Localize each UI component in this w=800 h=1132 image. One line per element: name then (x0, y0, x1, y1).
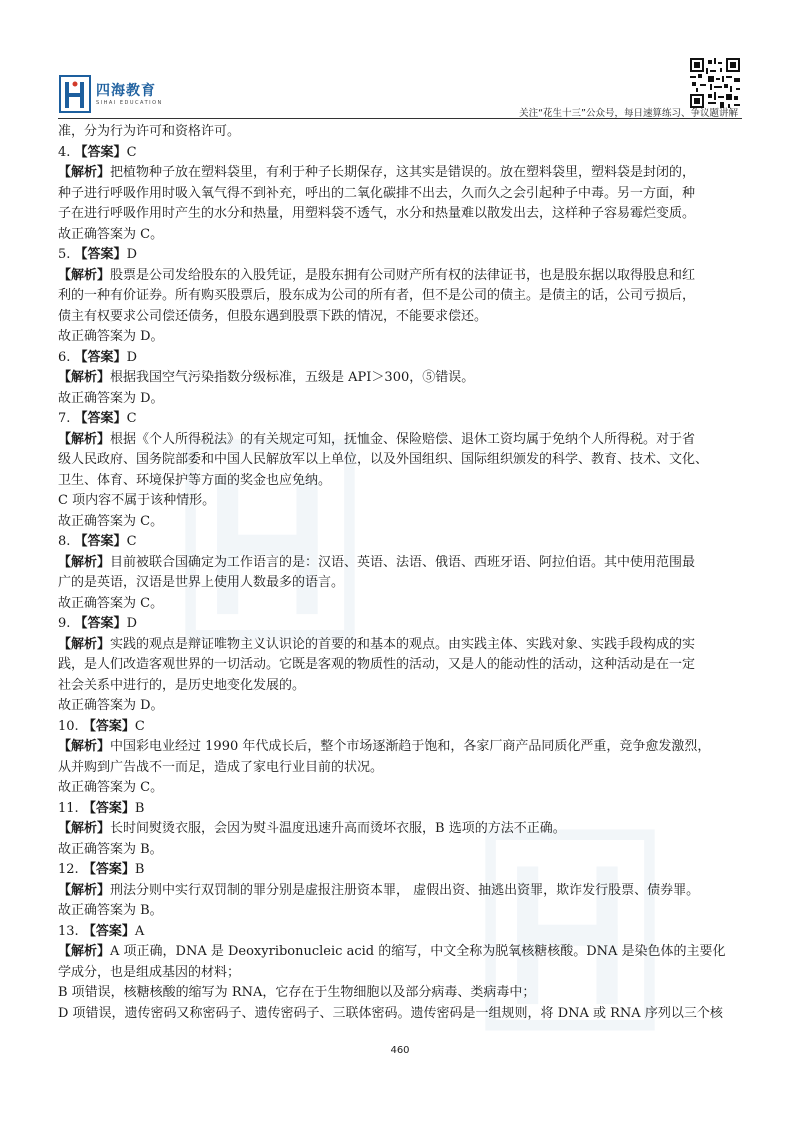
answer-line (58, 245, 748, 266)
explanation-label: 【解析】 (58, 944, 111, 959)
body-text: 故正确答案为 B。 (58, 903, 163, 918)
text-line (58, 778, 748, 799)
body-text: B 项错误，核糖核酸的缩写为 RNA，它存在于生物细胞以及部分病毒、类病毒中； (58, 985, 536, 1000)
page-number: 460 (390, 1045, 410, 1056)
body-text: D 项错误，遗传密码又称密码子、遗传密码子、三联体密码。遗传密码是一组规则，将 DNA 或 RNA 序列以三个核 (58, 1005, 723, 1021)
text-line (58, 122, 748, 143)
body-text: 准，分为行为许可和资格许可。 (58, 124, 241, 139)
explanation-text: 刑法分则中实行双罚制的罪分别是虚报注册资本罪， 虚假出资、抽逃出资罪，欺诈发行股票、债券罪。 (110, 882, 700, 898)
explanation-line (58, 635, 748, 656)
text-line (58, 696, 748, 717)
answer-line (58, 799, 748, 820)
body-text: 故正确答案为 D。 (58, 390, 164, 406)
answer-line (58, 717, 748, 738)
answer-value: D (126, 616, 137, 631)
answer-value: D (126, 349, 137, 365)
answer-explanations (58, 122, 748, 1024)
answer-label: 【答案】 (74, 534, 127, 549)
text-line (58, 655, 748, 676)
question-number: 8. (58, 534, 71, 549)
text-line (58, 225, 748, 246)
body-text: 社会关系中进行的，是历史地变化发展的。 (58, 677, 306, 693)
question-number: 9. (58, 616, 71, 631)
answer-label: 【答案】 (74, 247, 127, 262)
answer-value: C (126, 534, 137, 549)
answer-line (58, 922, 748, 943)
body-text: 故正确答案为 C。 (58, 226, 164, 242)
body-text: 践，是人们改造客观世界的一切活动。它既是客观的物质性的活动，又是人的能动性的活动，这种活动是在一定 (58, 657, 696, 672)
explanation-text: 根据《个人所得税法》的有关规定可知，抚恤金、保险赔偿、退休工资均属于免纳个人所得税。对于省 (110, 431, 696, 447)
answer-value: D (126, 247, 137, 262)
answer-value: B (134, 800, 145, 816)
question-number: 11. (58, 800, 79, 816)
answer-value: B (134, 862, 145, 877)
text-line (58, 1004, 748, 1025)
explanation-line (58, 737, 748, 758)
explanation-label: 【解析】 (58, 821, 111, 836)
explanation-text: 根据我国空气污染指数分级标准，五级是 API＞300，⑤错误。 (110, 370, 475, 385)
text-line (58, 594, 748, 615)
explanation-line (58, 553, 748, 574)
text-line (58, 471, 748, 492)
text-line (58, 758, 748, 779)
explanation-line (58, 163, 748, 184)
body-text: 卫生、体育、环境保护等方面的奖金也应免纳。 (58, 472, 332, 488)
qr-code-icon (690, 58, 740, 108)
text-line (58, 204, 748, 225)
explanation-label: 【解析】 (58, 636, 111, 652)
question-number: 6. (58, 349, 71, 365)
explanation-label: 【解析】 (58, 165, 111, 180)
question-number: 10. (58, 718, 79, 734)
explanation-label: 【解析】 (58, 739, 111, 754)
text-line (58, 901, 748, 922)
answer-label: 【答案】 (82, 800, 135, 816)
text-line (58, 389, 748, 410)
question-number: 13. (58, 923, 79, 939)
text-line (58, 307, 748, 328)
answer-label: 【答案】 (74, 144, 127, 160)
text-line (58, 286, 748, 307)
answer-line (58, 532, 748, 553)
explanation-line (58, 430, 748, 451)
question-number: 7. (58, 411, 71, 426)
question-number: 12. (58, 862, 79, 877)
text-line (58, 963, 748, 984)
question-number: 5. (58, 247, 71, 262)
answer-label: 【答案】 (82, 862, 135, 877)
header-slogan: 关注“花生十三”公众号，每日速算练习、争议题讲解 (519, 108, 738, 119)
logo-text: 四海教育 (96, 83, 156, 99)
text-line (58, 573, 748, 594)
explanation-label: 【解析】 (58, 554, 111, 570)
explanation-label: 【解析】 (58, 267, 111, 283)
answer-line (58, 143, 748, 164)
answer-line (58, 614, 748, 635)
text-line (58, 512, 748, 533)
answer-label: 【答案】 (74, 616, 127, 631)
answer-value: A (134, 923, 145, 939)
page-header (0, 0, 800, 122)
logo-mark-icon (58, 74, 92, 114)
answer-line (58, 348, 748, 369)
answer-label: 【答案】 (74, 411, 127, 426)
explanation-line (58, 368, 748, 389)
body-text: 级人民政府、国务院部委和中国人民解放军以上单位，以及外国组织、国际组织颁发的科学、教育、技术、文化、 (58, 452, 709, 467)
answer-label: 【答案】 (74, 349, 127, 365)
body-text: 故正确答案为 C。 (58, 595, 164, 611)
explanation-text: 把植物种子放在塑料袋里，有利于种子长期保存，这其实是错误的。放在塑料袋里，塑料袋是封闭的， (110, 165, 696, 180)
explanation-text: 中国彩电业经过 1990 年代成长后，整个市场逐渐趋于饱和，各家厂商产品同质化严重，竞争愈发激烈， (110, 739, 711, 754)
text-line (58, 983, 748, 1004)
body-text: 债主有权要求公司偿还债务，但股东遇到股票下跌的情况，不能要求偿还。 (58, 308, 488, 324)
body-text: 故正确答案为 D。 (58, 329, 164, 344)
body-text: 子在进行呼吸作用时产生的水分和热量，用塑料袋不透气，水分和热量难以散发出去，这样种子容易霉烂变质。 (58, 206, 696, 221)
answer-line (58, 860, 748, 881)
body-text: 故正确答案为 C。 (58, 780, 164, 795)
explanation-label: 【解析】 (58, 431, 111, 447)
body-text: 种子进行呼吸作用时吸入氧气得不到补充，呼出的二氧化碳排不出去，久而久之会引起种子中毒。另一方面，种 (58, 185, 696, 201)
text-line (58, 327, 748, 348)
explanation-line (58, 266, 748, 287)
explanation-text: A 项正确，DNA 是 Deoxyribonucleic acid 的缩写，中文全称为脱氧核糖核酸。DNA 是染色体的主要化 (110, 944, 726, 959)
explanation-line (58, 942, 748, 963)
text-line (58, 840, 748, 861)
explanation-text: 长时间熨烫衣服，会因为熨斗温度迅速升高而烫坏衣服，B 选项的方法不正确。 (110, 821, 566, 836)
body-text: 故正确答案为 C。 (58, 513, 164, 529)
answer-label: 【答案】 (82, 718, 135, 734)
body-text: 利的一种有价证券。所有购买股票后，股东成为公司的所有者，但不是公司的债主。是债主的话，公司亏损后， (58, 288, 696, 303)
explanation-text: 股票是公司发给股东的入股凭证，是股东拥有公司财产所有权的法律证书，也是股东据以取得股息和红 (110, 267, 696, 283)
body-text: 学成分，也是组成基因的材料； (58, 964, 241, 980)
explanation-label: 【解析】 (58, 882, 111, 898)
body-text: 故正确答案为 B。 (58, 841, 163, 857)
explanation-line (58, 819, 748, 840)
body-text: 从并购到广告战不一而足，造成了家电行业目前的状况。 (58, 759, 384, 775)
explanation-line (58, 881, 748, 902)
body-text: C 项内容不属于该种情形。 (58, 493, 216, 508)
logo (58, 74, 178, 114)
body-text: 故正确答案为 D。 (58, 698, 164, 713)
text-line (58, 184, 748, 205)
answer-value: C (126, 144, 137, 160)
answer-value: C (126, 411, 137, 426)
explanation-text: 实践的观点是辩证唯物主义认识论的首要的和基本的观点。由实践主体、实践对象、实践手段构成的实 (110, 636, 696, 652)
explanation-text: 目前被联合国确定为工作语言的是：汉语、英语、法语、俄语、西班牙语、阿拉伯语。其中使用范围最 (110, 554, 696, 570)
logo-subtext: SIHAI EDUCATION (96, 100, 163, 106)
text-line (58, 676, 748, 697)
text-line (58, 450, 748, 471)
header-divider (58, 118, 742, 119)
question-number: 4. (58, 144, 71, 160)
body-text: 广的是英语，汉语是世界上使用人数最多的语言。 (58, 575, 345, 590)
answer-label: 【答案】 (82, 923, 135, 939)
answer-value: C (134, 718, 145, 734)
answer-line (58, 409, 748, 430)
explanation-label: 【解析】 (58, 370, 111, 385)
text-line (58, 491, 748, 512)
